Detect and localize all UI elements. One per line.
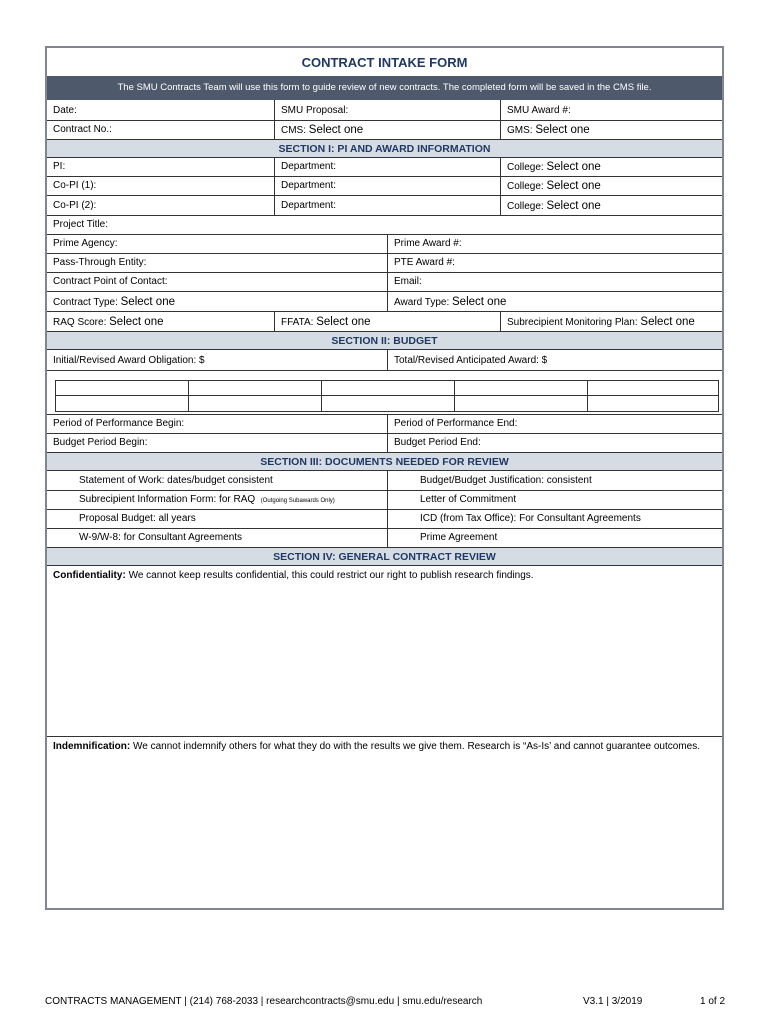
documents-row [47,510,722,529]
ffata-select[interactable]: FFATA: Select one [274,312,500,331]
documents-row [47,491,722,510]
doc-statement-of-work[interactable]: Statement of Work: dates/budget consistent [79,475,273,486]
indemnification-label: Indemnification: [53,741,131,752]
contract-poc-field[interactable]: Contract Point of Contact: [53,276,168,287]
contract-intake-form [45,46,724,910]
gms-select[interactable]: GMS: Select one [500,121,722,139]
section-4-heading: SECTION IV: GENERAL CONTRACT REVIEW [47,548,722,566]
section-2-heading: SECTION II: BUDGET [47,332,722,350]
initial-obligation-field[interactable]: Initial/Revised Award Obligation: $ [53,355,205,366]
pass-through-field[interactable]: Pass-Through Entity: [53,257,147,268]
outgoing-subawards-note: (Outgoing Subawards Only) [260,498,335,504]
raq-score-value[interactable]: Select one [109,316,164,328]
header-row-1 [47,100,722,121]
smu-award-field[interactable]: SMU Award #: [500,100,722,120]
ffata-value[interactable]: Select one [316,316,371,328]
form-banner: The SMU Contracts Team will use this form to guide review of new contracts. The completed form will be saved in the CMS file. [47,76,722,100]
copi1-row [47,177,722,196]
email-field[interactable]: Email: [387,273,722,291]
subrecipient-plan-select[interactable]: Subrecipient Monitoring Plan: Select one [500,312,722,331]
prime-agency-row [47,235,722,254]
indemnification-box[interactable] [47,737,722,908]
footer-page-number: 1 of 2 [700,996,726,1007]
doc-w9-w8[interactable]: W-9/W-8: for Consultant Agreements [79,532,243,543]
prime-award-field[interactable]: Prime Award #: [387,235,722,253]
indemnification-text: We cannot indemnify others for what they do with the results we give them. Research is “As-Is’ and cannot guarantee outcomes. [133,741,700,752]
contract-type-value[interactable]: Select one [120,296,175,308]
contract-type-select[interactable]: Contract Type: Select one [53,296,175,308]
pop-begin-field[interactable]: Period of Performance Begin: [53,418,185,429]
doc-icd[interactable]: ICD (from Tax Office): For Consultant Agreements [387,510,722,528]
copi1-field[interactable]: Co-PI (1): [53,180,97,191]
doc-proposal-budget[interactable]: Proposal Budget: all years [79,513,196,524]
doc-subrecipient-info[interactable]: Subrecipient Information Form: for RAQ (Outgoing Subawards Only) [79,494,335,505]
budget-period-row [47,434,722,453]
contract-no-field[interactable]: Contract No.: [53,124,112,135]
project-title-row [47,216,722,235]
copi2-field[interactable]: Co-PI (2): [53,200,97,211]
form-title: CONTRACT INTAKE FORM [301,55,468,70]
documents-row [47,471,722,491]
doc-letter-of-commitment[interactable]: Letter of Commitment [387,491,722,509]
prime-agency-field[interactable]: Prime Agency: [53,238,118,249]
contract-type-row [47,292,722,312]
pi-department-field[interactable]: Department: [274,158,500,176]
copi1-college-value[interactable]: Select one [546,180,601,192]
bp-end-field[interactable]: Budget Period End: [387,434,722,452]
bp-begin-field[interactable]: Budget Period Begin: [53,437,148,448]
gms-select-value[interactable]: Select one [535,124,590,136]
header-row-2 [47,121,722,140]
copi2-department-field[interactable]: Department: [274,196,500,215]
pte-award-field[interactable]: PTE Award #: [387,254,722,272]
copi1-department-field[interactable]: Department: [274,177,500,195]
date-field[interactable]: Date: [53,105,77,116]
cms-select[interactable]: CMS: Select one [274,121,500,139]
pi-college-value[interactable]: Select one [546,161,601,173]
copi2-row [47,196,722,216]
doc-budget-justification[interactable]: Budget/Budget Justification: consistent [387,471,722,490]
obligation-row [47,350,722,371]
copi1-college-select[interactable]: College: Select one [500,177,722,195]
section-3-heading: SECTION III: DOCUMENTS NEEDED FOR REVIEW [47,453,722,471]
pop-end-field[interactable]: Period of Performance End: [387,415,722,433]
copi2-college-value[interactable]: Select one [546,200,601,212]
doc-prime-agreement[interactable]: Prime Agreement [387,529,722,547]
pi-row [47,158,722,177]
subrecipient-plan-value[interactable]: Select one [640,316,695,328]
award-type-value[interactable]: Select one [452,296,507,308]
raq-score-select[interactable]: RAQ Score: Select one [53,316,164,328]
total-anticipated-field[interactable]: Total/Revised Anticipated Award: $ [387,350,722,370]
footer-contact: CONTRACTS MANAGEMENT | (214) 768-2033 | researchcontracts@smu.edu | smu.edu/research [45,996,483,1007]
confidentiality-label: Confidentiality: [53,570,126,581]
period-of-performance-row [47,415,722,434]
pass-through-row [47,254,722,273]
award-type-select[interactable]: Award Type: Select one [387,292,722,311]
copi2-college-select[interactable]: College: Select one [500,196,722,215]
section-1-heading: SECTION I: PI AND AWARD INFORMATION [47,140,722,158]
pi-field[interactable]: PI: [53,161,66,172]
contract-poc-row [47,273,722,292]
project-title-field[interactable]: Project Title: [53,219,109,230]
smu-proposal-field[interactable]: SMU Proposal: [274,100,500,120]
confidentiality-box[interactable] [47,566,722,737]
cms-select-value[interactable]: Select one [308,124,364,136]
documents-row [47,529,722,548]
footer-version: V3.1 | 3/2019 [583,996,643,1007]
confidentiality-text: We cannot keep results confidential, this could restrict our right to publish research findings. [128,570,534,581]
budget-grid-row [47,371,722,415]
pi-college-select[interactable]: College: Select one [500,158,722,176]
raq-row [47,312,722,332]
